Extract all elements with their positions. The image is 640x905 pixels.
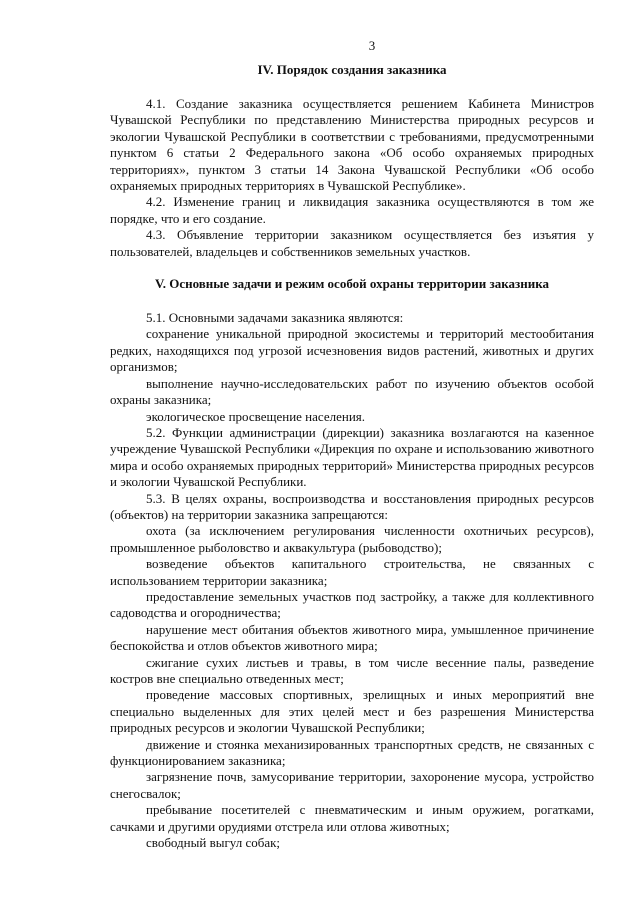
paragraph: пребывание посетителей с пневматическим и иным оружием, рогатками, сачками и другими орудиями отстрела или отлова животных; [110, 802, 594, 834]
paragraph: охота (за исключением регулирования численности охотничьих ресурсов), промышленное рыболовство и аквакультура (рыбоводство); [110, 523, 594, 555]
paragraph: движение и стоянка механизированных транспортных средств, не связанных с функционированием заказника; [110, 736, 594, 769]
section-5-title: V. Основные задачи и режим особой охраны территории заказника [155, 276, 549, 292]
paragraph: проведение массовых спортивных, зрелищных и иных мероприятий вне специально выделенных для этих целей мест и без разрешения Министерства природных ресурсов и экологии Чувашской Республики; [110, 687, 594, 736]
paragraph: предоставление земельных участков под застройку, а также для коллективного садоводства и огородничества; [110, 588, 594, 621]
page-number: 3 [368, 38, 376, 53]
paragraph: 5.2. Функции администрации (дирекции) заказника возлагаются на казенное учреждение Чувашской Республики «Дирекция по охране и использованию животного мира и особо охраняемых природных территорий» Министерства природных ресурсов и экологии Чувашской Республики. [110, 424, 594, 490]
paragraph: сохранение уникальной природной экосистемы и территорий местообитания редких, находящихся под угрозой исчезновения видов растений, животных и других организмов; [110, 326, 594, 375]
paragraph: загрязнение почв, замусоривание территории, захоронение мусора, устройство снегосвалок; [110, 769, 594, 801]
paragraph: сжигание сухих листьев и травы, в том числе весенние палы, разведение костров вне специально отведенных мест; [110, 654, 594, 686]
paragraph: 4.2. Изменение границ и ликвидация заказника осуществляются в том же порядке, что и его создание. [110, 194, 594, 226]
paragraph: 4.1. Создание заказника осуществляется решением Кабинета Министров Чувашской Республики по представлению Министерства природных ресурсов и экологии Чувашской Республики в соответствии с требованиями, предусмотренными пунктом 6 статьи 2 Федерального закона «Об особо охраняемых природных территориях», пунктом 3 статьи 14 Закона Чувашской Республики «Об особо охраняемых природных территориях в Чувашской Республике». [110, 96, 594, 194]
paragraph: возведение объектов капитального строительства, не связанных с использованием территории заказника; [110, 556, 594, 588]
paragraph: 5.1. Основными задачами заказника являются: [146, 310, 404, 326]
section-5-body [110, 310, 594, 851]
paragraph: нарушение мест обитания объектов животного мира, умышленное причинение беспокойства и отлов объектов животного мира; [110, 621, 594, 654]
paragraph: 5.3. В целях охраны, воспроизводства и восстановления природных ресурсов (объектов) на территории заказника запрещаются: [110, 490, 594, 522]
paragraph: 4.3. Объявление территории заказником осуществляется без изъятия у пользователей, владельцев и собственников земельных участков. [110, 227, 594, 259]
paragraph: свободный выгул собак; [146, 835, 281, 851]
section-4-body [110, 96, 594, 260]
paragraph: выполнение научно-исследовательских работ по изучению объектов особой охраны заказника; [110, 375, 594, 408]
section-4-title: IV. Порядок создания заказника [257, 62, 447, 77]
paragraph: экологическое просвещение населения. [146, 408, 366, 424]
